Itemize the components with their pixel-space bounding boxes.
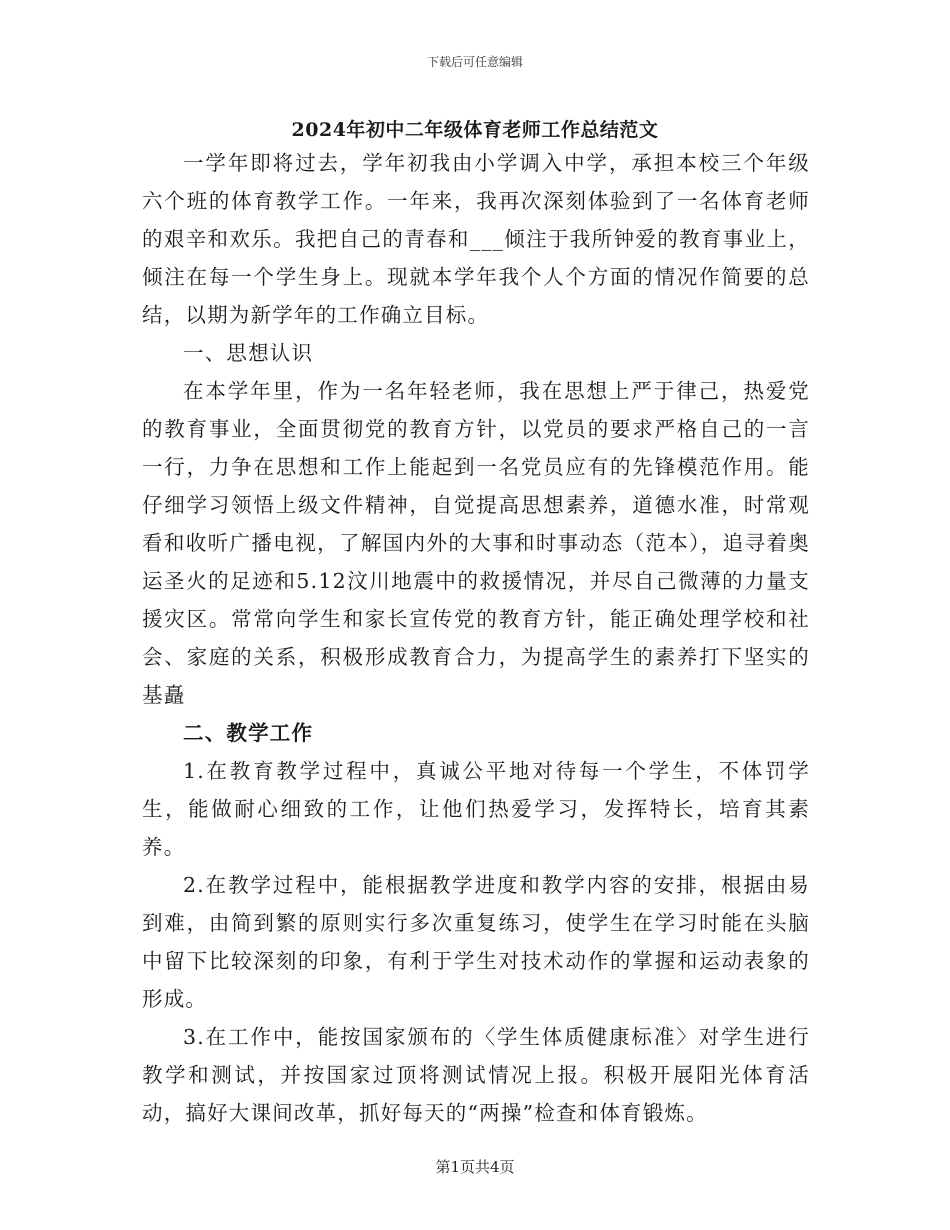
paragraph-teaching-3: 3.在工作中，能按国家颁布的〈学生体质健康标准〉对学生进行教学和测试，并按国家过顶将测试情况上报。积极开展阳光体育活动，搞好大课间改革，抓好每天的“两操”检查和体育锻炼。: [142, 1025, 810, 1125]
section-heading-ideology: 一、思想认识: [183, 341, 314, 365]
document-body: [142, 144, 810, 1132]
header-note: 下载后可任意编辑: [426, 55, 523, 69]
page-number: 第1页共4页: [435, 1158, 515, 1176]
paragraph-intro: 一学年即将过去，学年初我由小学调入中学，承担本校三个年级六个班的体育教学工作。一年来，我再次深刻体验到了一名体育老师的艰辛和欢乐。我把自己的青春和___倾注于我所钟爱的教育事业上，倾注在每一个学生身上。现就本学年我个人个方面的情况作简要的总结，以期为新学年的工作确立目标。: [142, 151, 810, 327]
section-heading-teaching: 二、教学工作: [183, 721, 314, 745]
paragraph-teaching-1: 1.在教育教学过程中，真诚公平地对待每一个学生，不体罚学生，能做耐心细致的工作，让他们热爱学习，发挥特长，培育其素养。: [142, 759, 810, 859]
paragraph-ideology: 在本学年里，作为一名年轻老师，我在思想上严于律己，热爱党的教育事业，全面贯彻党的教育方针，以党员的要求严格自己的一言一行，力争在思想和工作上能起到一名党员应有的先锋模范作用。能仔细学习领悟上级文件精神，自觉提高思想素养，道德水准，时常观看和收听广播电视，了解国内外的大事和时事动态（范本），追寻着奥运圣火的足迹和5.12汶川地震中的救援情况，并尽自己微薄的力量支援灾区。常常向学生和家长宣传党的教育方针，能正确处理学校和社会、家庭的关系，积极形成教育合力，为提高学生的素养打下坚实的基矗: [142, 379, 810, 707]
paragraph-teaching-2: 2.在教学过程中，能根据教学进度和教学内容的安排，根据由易到难，由简到繁的原则实行多次重复练习，使学生在学习时能在头脑中留下比较深刻的印象，有利于学生对技术动作的掌握和运动表象的形成。: [142, 873, 810, 1011]
document-title: 2024年初中二年级体育老师工作总结范文: [291, 119, 659, 141]
